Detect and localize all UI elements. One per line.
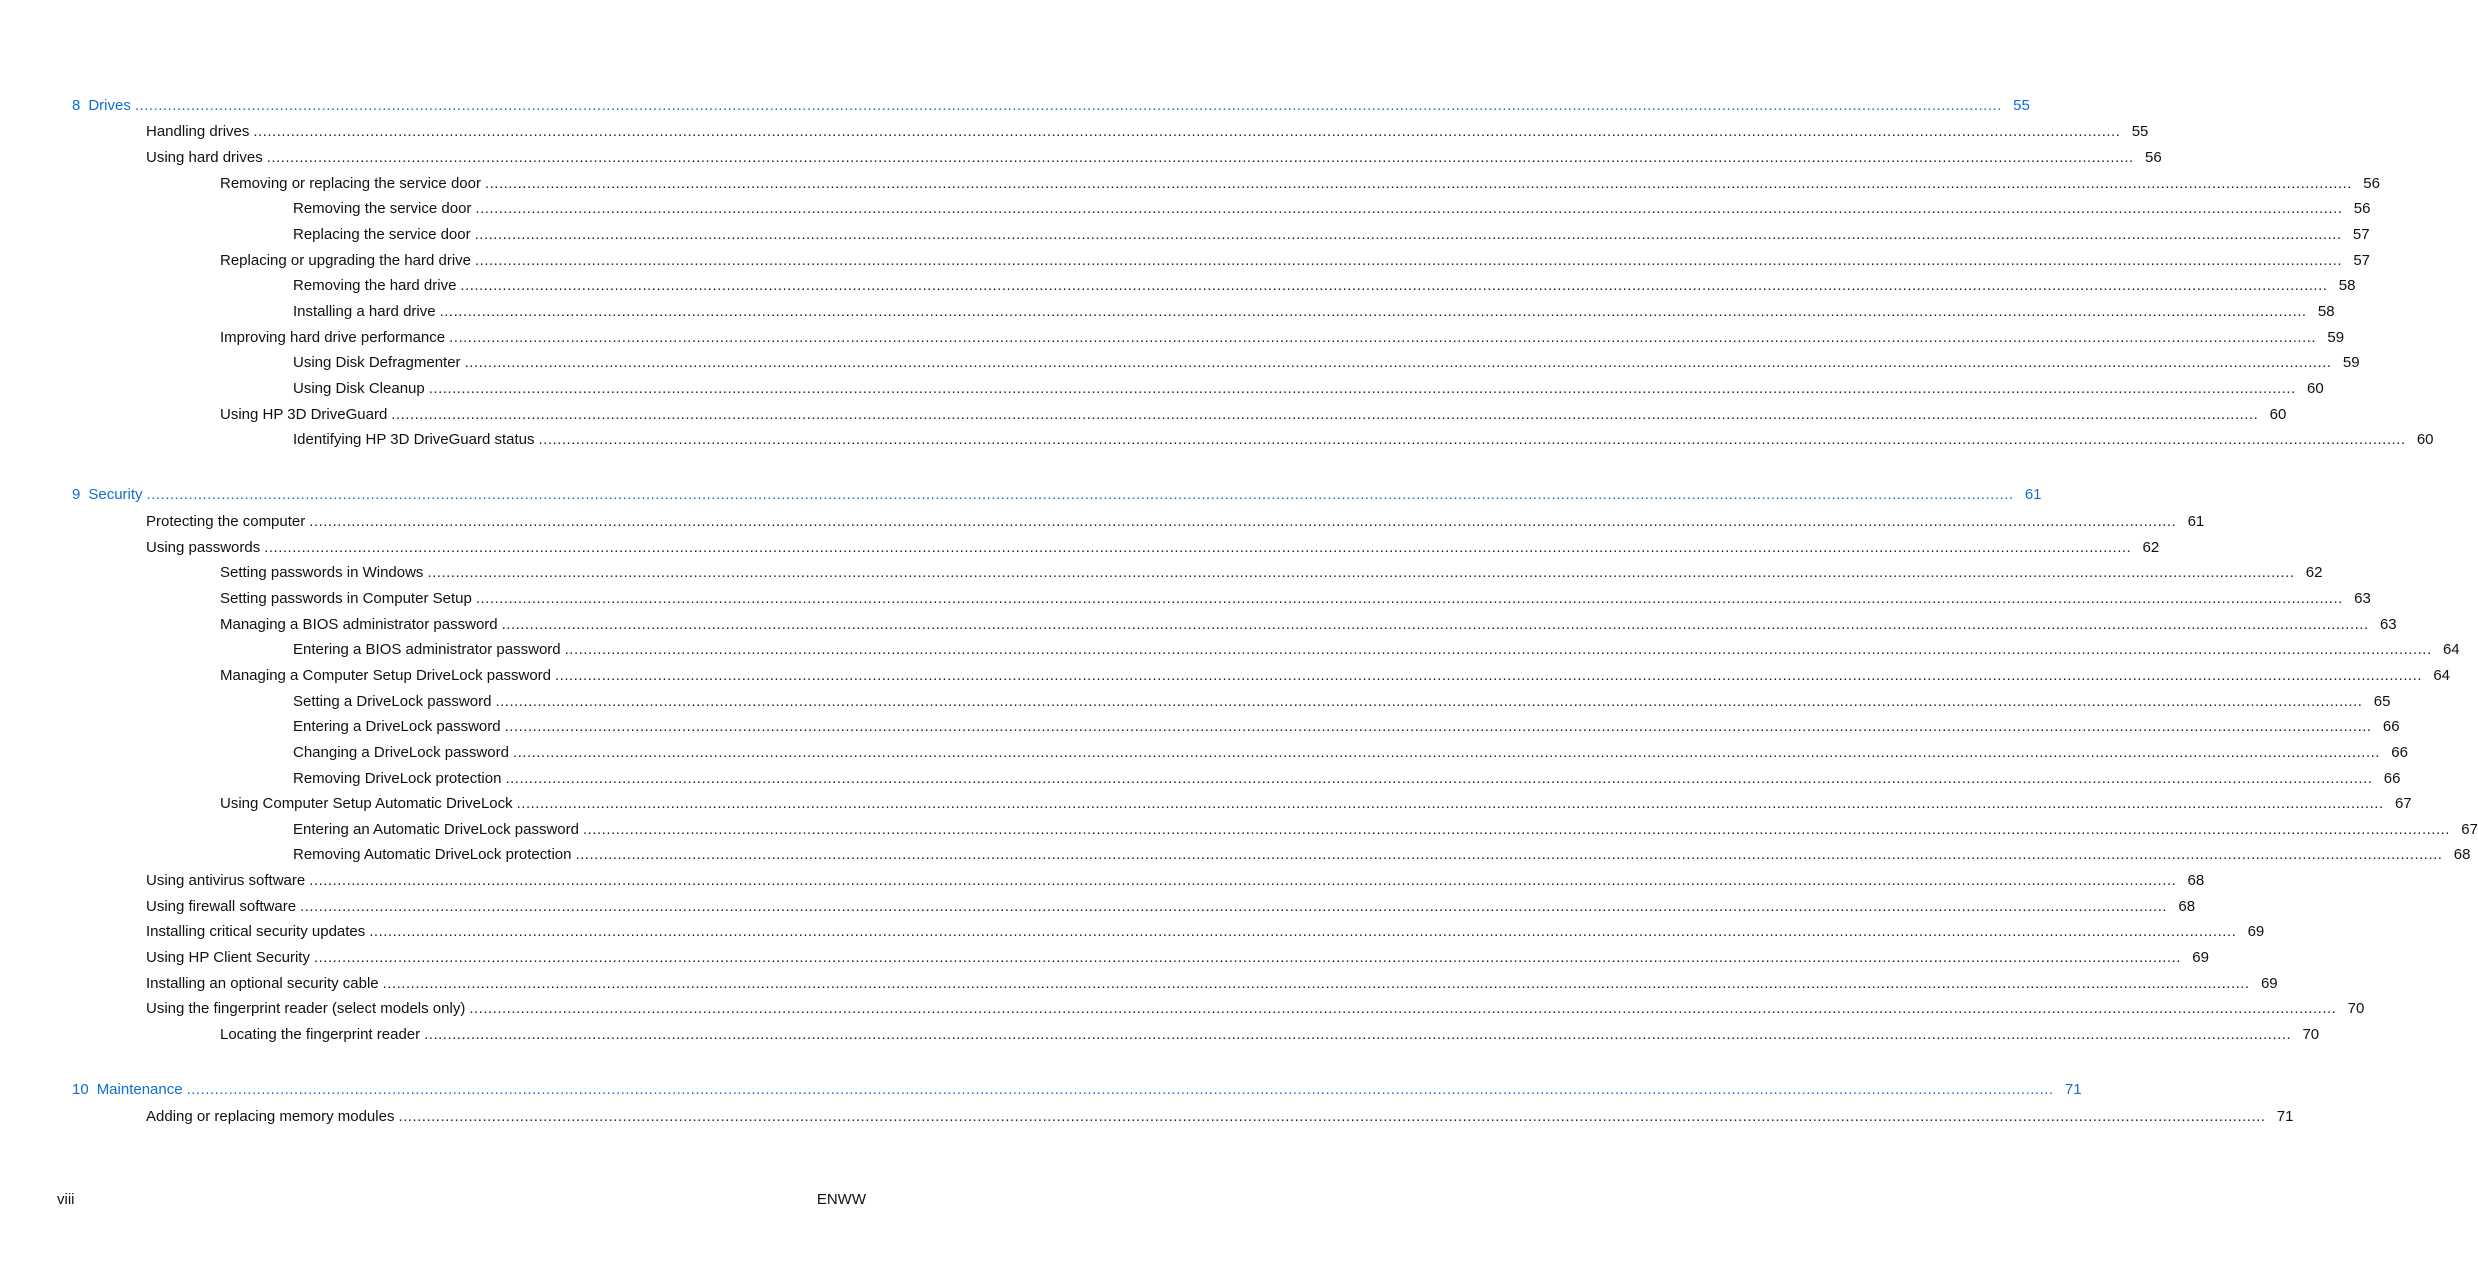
toc-entry[interactable] <box>0 691 2391 713</box>
chapter-title: Maintenance <box>96 1081 183 1098</box>
page-number-ref: 62 <box>2142 539 2160 556</box>
document-code: ENWW <box>816 1191 866 1208</box>
toc-entry[interactable] <box>0 511 2205 533</box>
page-number-ref: 60 <box>2307 380 2324 397</box>
page-number-ref: 57 <box>2353 252 2370 269</box>
page-number-ref: 55 <box>2131 123 2149 140</box>
entry-title: Using firewall software <box>146 898 297 915</box>
entry-title: Installing critical security updates <box>146 923 366 940</box>
toc-entry[interactable] <box>0 275 2356 297</box>
toc-entry[interactable] <box>0 147 2162 169</box>
page-number-ref: 59 <box>2327 329 2345 346</box>
entry-title: Locating the fingerprint reader <box>220 1026 421 1043</box>
entry-title: Using hard drives <box>146 149 263 166</box>
dot-leader: ................................................................................................................................................................................................................................................................................................................................................................................................................ <box>309 872 2177 889</box>
toc-entry[interactable] <box>0 844 2471 866</box>
dot-leader: ................................................................................................................................................................................................................................................................................................................................................................................................................ <box>475 590 2343 607</box>
page-number-ref: 63 <box>2354 590 2371 607</box>
page-number-ref: 58 <box>2317 303 2335 320</box>
dot-leader: ................................................................................................................................................................................................................................................................................................................................................................................................................ <box>484 175 2352 192</box>
page-number-ref: 67 <box>2394 795 2412 812</box>
toc-entry[interactable] <box>0 378 2324 400</box>
toc-entry[interactable] <box>0 768 2401 790</box>
page-number: viii <box>57 1191 75 1208</box>
dot-leader: ................................................................................................................................................................................................................................................................................................................................................................................................................ <box>264 539 2132 556</box>
page-number-ref: 66 <box>2382 718 2400 735</box>
page-number-ref: 70 <box>2302 1026 2320 1043</box>
dot-leader: ................................................................................................................................................................................................................................................................................................................................................................................................................ <box>501 616 2369 633</box>
entry-title: Setting passwords in Windows <box>220 564 424 581</box>
toc-entry[interactable] <box>0 973 2278 995</box>
page-number-ref: 56 <box>2145 149 2162 166</box>
page-number-ref: 69 <box>2192 949 2209 966</box>
toc-entry[interactable] <box>0 352 2360 374</box>
entry-title: Replacing or upgrading the hard drive <box>220 252 471 269</box>
page-number-ref: 55 <box>2013 97 2030 114</box>
page-number-ref: 66 <box>2391 744 2408 761</box>
dot-leader: ................................................................................................................................................................................................................................................................................................................................................................................................................ <box>424 1026 2292 1043</box>
dot-leader: ................................................................................................................................................................................................................................................................................................................................................................................................................ <box>475 200 2343 217</box>
dot-leader: ................................................................................................................................................................................................................................................................................................................................................................................................................ <box>313 949 2181 966</box>
dot-leader: ................................................................................................................................................................................................................................................................................................................................................................................................................ <box>382 975 2250 992</box>
dot-leader: ................................................................................................................................................................................................................................................................................................................................................................................................................ <box>186 1081 2054 1098</box>
dot-leader: ................................................................................................................................................................................................................................................................................................................................................................................................................ <box>369 923 2237 940</box>
page-number-ref: 64 <box>2433 667 2451 684</box>
dot-leader: ................................................................................................................................................................................................................................................................................................................................................................................................................ <box>460 277 2328 294</box>
page-number-ref: 68 <box>2178 898 2196 915</box>
page-number-ref: 65 <box>2373 693 2391 710</box>
dot-leader: ................................................................................................................................................................................................................................................................................................................................................................................................................ <box>474 226 2342 243</box>
entry-title: Removing the service door <box>293 200 472 217</box>
toc-entry[interactable] <box>0 716 2400 738</box>
entry-title: Setting passwords in Computer Setup <box>220 590 472 607</box>
entry-title: Using Disk Cleanup <box>293 380 425 397</box>
entry-title: Using HP 3D DriveGuard <box>220 406 388 423</box>
chapter-number: 10 <box>72 1081 89 1098</box>
entry-title: Removing the hard drive <box>293 277 457 294</box>
dot-leader: ................................................................................................................................................................................................................................................................................................................................................................................................................ <box>266 149 2134 166</box>
entry-title: Changing a DriveLock password <box>293 744 509 761</box>
dot-leader: ................................................................................................................................................................................................................................................................................................................................................................................................................ <box>428 380 2296 397</box>
entry-title: Adding or replacing memory modules <box>146 1108 395 1125</box>
dot-leader: ................................................................................................................................................................................................................................................................................................................................................................................................................ <box>398 1108 2266 1125</box>
chapter-number: 9 <box>72 486 81 503</box>
dot-leader: ................................................................................................................................................................................................................................................................................................................................................................................................................ <box>564 641 2432 658</box>
toc-entry[interactable] <box>0 1106 2294 1128</box>
dot-leader: ................................................................................................................................................................................................................................................................................................................................................................................................................ <box>146 486 2014 503</box>
entry-title: Installing an optional security cable <box>146 975 379 992</box>
page-number-ref: 66 <box>2383 770 2401 787</box>
page-number-ref: 57 <box>2352 226 2370 243</box>
chapter-title: Security <box>88 486 143 503</box>
entry-title: Setting a DriveLock password <box>293 693 492 710</box>
toc-chapter-entry[interactable] <box>0 1079 2082 1101</box>
dot-leader: ................................................................................................................................................................................................................................................................................................................................................................................................................ <box>300 898 2168 915</box>
toc-entry[interactable] <box>0 793 2412 815</box>
toc-entry[interactable] <box>0 947 2209 969</box>
toc-entry[interactable] <box>0 1024 2320 1046</box>
page-number-ref: 67 <box>2461 821 2478 838</box>
toc-entry[interactable] <box>0 173 2380 195</box>
dot-leader: ................................................................................................................................................................................................................................................................................................................................................................................................................ <box>464 354 2332 371</box>
dot-leader: ................................................................................................................................................................................................................................................................................................................................................................................................................ <box>495 693 2363 710</box>
toc-entry[interactable] <box>0 896 2196 918</box>
toc-entry[interactable] <box>0 742 2408 764</box>
page-number-ref: 71 <box>2064 1081 2082 1098</box>
toc-entry[interactable] <box>0 429 2434 451</box>
entry-title: Removing or replacing the service door <box>220 175 481 192</box>
entry-title: Improving hard drive performance <box>220 329 446 346</box>
toc-entry[interactable] <box>0 121 2149 143</box>
dot-leader: ................................................................................................................................................................................................................................................................................................................................................................................................................ <box>309 513 2177 530</box>
entry-title: Replacing the service door <box>293 226 471 243</box>
toc-entry[interactable] <box>0 819 2478 841</box>
toc-entry[interactable] <box>0 998 2365 1020</box>
dot-leader: ................................................................................................................................................................................................................................................................................................................................................................................................................ <box>504 718 2372 735</box>
dot-leader: ................................................................................................................................................................................................................................................................................................................................................................................................................ <box>505 770 2373 787</box>
page-number-ref: 59 <box>2342 354 2360 371</box>
page-number-ref: 69 <box>2247 923 2265 940</box>
toc-entry[interactable] <box>0 198 2371 220</box>
chapter-title: Drives <box>88 97 131 114</box>
dot-leader: ................................................................................................................................................................................................................................................................................................................................................................................................................ <box>469 1000 2337 1017</box>
page-number-ref: 69 <box>2260 975 2278 992</box>
page-number-ref: 56 <box>2363 175 2380 192</box>
entry-title: Managing a BIOS administrator password <box>220 616 498 633</box>
entry-title: Using Disk Defragmenter <box>293 354 461 371</box>
page-number-ref: 71 <box>2276 1108 2294 1125</box>
toc-entry[interactable] <box>0 614 2397 636</box>
dot-leader: ................................................................................................................................................................................................................................................................................................................................................................................................................ <box>475 252 2342 269</box>
page-number-ref: 56 <box>2353 200 2371 217</box>
entry-title: Entering a BIOS administrator password <box>293 641 561 658</box>
toc-entry[interactable] <box>0 224 2370 246</box>
dot-leader: ................................................................................................................................................................................................................................................................................................................................................................................................................ <box>512 744 2380 761</box>
dot-leader: ................................................................................................................................................................................................................................................................................................................................................................................................................ <box>253 123 2121 140</box>
toc-entry[interactable] <box>0 588 2371 610</box>
toc-entry[interactable] <box>0 327 2345 349</box>
dot-leader: ................................................................................................................................................................................................................................................................................................................................................................................................................ <box>555 667 2423 684</box>
dot-leader: ................................................................................................................................................................................................................................................................................................................................................................................................................ <box>575 846 2443 863</box>
toc-entry[interactable] <box>0 562 2323 584</box>
toc-entry[interactable] <box>0 870 2205 892</box>
page-number-ref: 60 <box>2416 431 2434 448</box>
page-number-ref: 62 <box>2305 564 2323 581</box>
entry-title: Managing a Computer Setup DriveLock password <box>220 667 552 684</box>
toc-entry[interactable] <box>0 665 2451 687</box>
toc-entry[interactable] <box>0 404 2287 426</box>
toc-chapter-entry[interactable] <box>0 484 2042 506</box>
entry-title: Entering a DriveLock password <box>293 718 501 735</box>
page-number-ref: 68 <box>2453 846 2471 863</box>
entry-title: Identifying HP 3D DriveGuard status <box>293 431 535 448</box>
page-number-ref: 61 <box>2024 486 2042 503</box>
entry-title: Using HP Client Security <box>146 949 310 966</box>
entry-title: Using antivirus software <box>146 872 306 889</box>
entry-title: Handling drives <box>146 123 250 140</box>
entry-title: Entering an Automatic DriveLock password <box>293 821 579 838</box>
toc-entry[interactable] <box>0 301 2335 323</box>
dot-leader: ................................................................................................................................................................................................................................................................................................................................................................................................................ <box>582 821 2450 838</box>
dot-leader: ................................................................................................................................................................................................................................................................................................................................................................................................................ <box>538 431 2406 448</box>
entry-title: Using the fingerprint reader (select models only) <box>146 1000 466 1017</box>
page-number-ref: 58 <box>2338 277 2356 294</box>
dot-leader: ................................................................................................................................................................................................................................................................................................................................................................................................................ <box>391 406 2259 423</box>
page-number-ref: 70 <box>2347 1000 2365 1017</box>
entry-title: Protecting the computer <box>146 513 306 530</box>
toc-entry[interactable] <box>0 537 2160 559</box>
toc-entry[interactable] <box>0 250 2370 272</box>
entry-title: Using Computer Setup Automatic DriveLock <box>220 795 513 812</box>
dot-leader: ................................................................................................................................................................................................................................................................................................................................................................................................................ <box>439 303 2307 320</box>
page-number-ref: 68 <box>2187 872 2205 889</box>
page-number-ref: 60 <box>2269 406 2287 423</box>
toc-entry[interactable] <box>0 639 2460 661</box>
entry-title: Using passwords <box>146 539 261 556</box>
page-number-ref: 63 <box>2379 616 2397 633</box>
entry-title: Installing a hard drive <box>293 303 436 320</box>
dot-leader: ................................................................................................................................................................................................................................................................................................................................................................................................................ <box>516 795 2384 812</box>
entry-title: Removing DriveLock protection <box>293 770 502 787</box>
dot-leader: ................................................................................................................................................................................................................................................................................................................................................................................................................ <box>449 329 2317 346</box>
chapter-number: 8 <box>72 97 81 114</box>
entry-title: Removing Automatic DriveLock protection <box>293 846 572 863</box>
dot-leader: ................................................................................................................................................................................................................................................................................................................................................................................................................ <box>134 97 2002 114</box>
page-number-ref: 64 <box>2442 641 2460 658</box>
dot-leader: ................................................................................................................................................................................................................................................................................................................................................................................................................ <box>427 564 2295 581</box>
toc-entry[interactable] <box>0 921 2265 943</box>
toc-chapter-entry[interactable] <box>0 95 2030 117</box>
page-number-ref: 61 <box>2187 513 2205 530</box>
